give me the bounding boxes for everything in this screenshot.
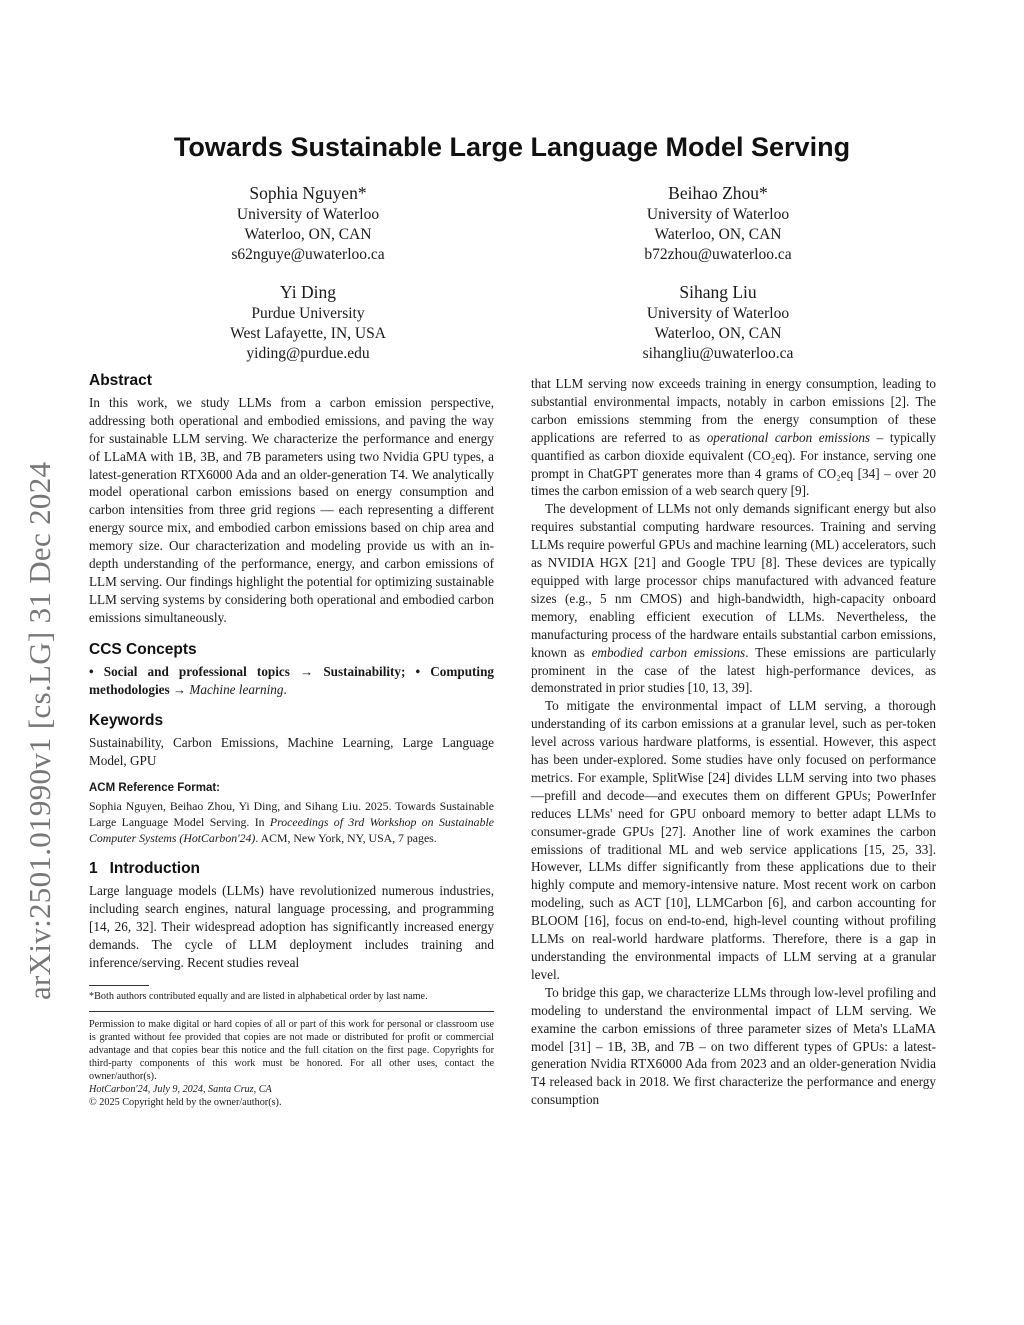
ccs-heading: CCS Concepts	[89, 640, 197, 658]
intro-paragraph: To mitigate the environmental impact of LLM serving, a thorough understanding of its carbon emissions at a granular level, such as per-token level across various hardware platforms, is essential. However, this aspect has been under-explored. Some studies have only focused on performance metrics. For example, SplitWise [24] divides LLM serving into two phases—prefill and decode—and executes them on different GPUs; PowerInfer reduces LLMs' need for GPU onboard memory to better adapt LLMs to consumer-grade GPUs [27]. Another line of work examines the carbon emissions of traditional ML and web service applications [15, 25, 33]. However, LLMs differ significantly from these applications due to their highly compute and memory-intensive nature. Most recent work on carbon modeling, such as ACT [10], LLMCarbon [6], and carbon accounting for BLOOM [16], focus on end-to-end, high-level counting without profiling LLMs on real-world hardware platforms. Therefore, there is a gap in understanding the environmental impacts of LLM serving at a granular level.	[531, 698, 936, 982]
abstract-text: In this work, we study LLMs from a carbon emission perspective, addressing both operational and embodied emissions, and paving the way for sustainable LLM serving. We characterize the performance and energy of LLaMA with 1B, 3B, and 7B parameters using two Nvidia GPU types, a latest-generation RTX6000 Ada and an older-generation T4. We analytically model operational carbon emissions based on energy consumption and carbon intensities from three grid regions — each representing a different energy source mix, and embodied carbon emissions based on chip area and memory size. Our characterization and modeling provide us with an in-depth understanding of the performance, energy, and carbon emissions of LLM serving. Our findings highlight the potential for optimizing sustainable LLM serving systems by considering both operational and embodied carbon emissions simultaneously.	[89, 394, 494, 625]
author-block	[568, 181, 868, 265]
paper-title: Towards Sustainable Large Language Model Serving	[173, 132, 851, 162]
venue-line: HotCarbon'24, July 9, 2024, Santa Cruz, CA	[89, 1084, 272, 1096]
author-block	[568, 280, 868, 364]
author-name: Beihao Zhou*	[668, 183, 768, 203]
author-block	[158, 181, 458, 265]
author-location: Waterloo, ON, CAN	[654, 325, 782, 342]
section-heading-introduction: 1 Introduction	[89, 860, 201, 878]
ccs-concepts: • Social and professional topics → Sustainability; • Computing methodologies → Machine learning.	[89, 663, 495, 697]
author-email: b72zhou@uwaterloo.ca	[644, 246, 792, 263]
permission-block	[89, 1011, 494, 1109]
acm-reference-text: Sophia Nguyen, Beihao Zhou, Yi Ding, and Sihang Liu. 2025. Towards Sustainable Large Language Model Serving. In Proceedings of 3rd Workshop on Sustainable Computer Systems (HotCarbon'24). ACM, New York, NY, USA, 7 pages.	[89, 799, 494, 846]
author-email: s62nguye@uwaterloo.ca	[231, 246, 385, 263]
author-block	[158, 280, 458, 364]
author-email: sihangliu@uwaterloo.ca	[642, 345, 794, 362]
author-email: yiding@purdue.edu	[246, 345, 370, 362]
footnote-rule	[89, 985, 149, 986]
intro-paragraph: The development of LLMs not only demands significant energy but also requires substantial computing hardware resources. Training and serving LLMs require powerful GPUs and machine learning (ML) accelerators, such as NVIDIA HGX [21] and Google TPU [8]. These devices are typically equipped with large processor chips manufactured with advanced feature sizes (e.g., 5 nm CMOS) and high-bandwidth, high-capacity onboard memory, enabling efficient execution of LLMs. Nevertheless, the manufacturing process of the hardware entails substantial carbon emissions, known as embodied carbon emissions. These emissions are particularly prominent in the case of the latest high-performance devices, as demonstrated in prior studies [10, 13, 39].	[531, 501, 937, 696]
footnote-equal-contribution: *Both authors contributed equally and are listed in alphabetical order by last name.	[89, 991, 428, 1003]
right-column	[531, 375, 936, 1109]
intro-paragraph: that LLM serving now exceeds training in energy consumption, leading to substantial environmental impacts, notably in carbon emissions [2]. The carbon emissions stemming from the energy consumption of these applications are referred to as operational carbon emissions – typically quantified as carbon dioxide equivalent (CO₂eq). For instance, serving one prompt in ChatGPT generates more than 4 grams of CO₂eq [34] – over 20 times the carbon emission of a web search query [9].	[531, 376, 936, 499]
author-affiliation: University of Waterloo	[646, 305, 790, 322]
acm-reference-label: ACM Reference Format:	[89, 782, 220, 795]
author-affiliation: University of Waterloo	[236, 206, 380, 223]
permission-text: Permission to make digital or hard copies of all or part of this work for personal or classroom use is granted without fee provided that copies are not made or distributed for profit or commercial advantage and that copies bear this notice and the full citation on the first page. Copyrights for third-party components of this work must be honored. For all other uses, contact the owner/author(s).	[89, 1019, 494, 1083]
author-name: Yi Ding	[280, 282, 336, 302]
left-column	[89, 372, 494, 1109]
author-location: West Lafayette, IN, USA	[230, 325, 386, 342]
copyright-line: © 2025 Copyright held by the owner/author(s).	[89, 1097, 282, 1109]
author-affiliation: University of Waterloo	[646, 206, 790, 223]
intro-paragraph: Large language models (LLMs) have revolutionized numerous industries, including search engines, natural language processing, and programming [14, 26, 32]. Their widespread adoption has significantly increased energy demands. The cycle of LLM deployment includes training and inference/serving. Recent studies reveal	[89, 882, 494, 970]
keywords-heading: Keywords	[89, 712, 164, 730]
author-location: Waterloo, ON, CAN	[654, 226, 782, 243]
arxiv-identifier: arXiv:2501.01990v1 [cs.LG] 31 Dec 2024	[22, 461, 57, 1000]
author-location: Waterloo, ON, CAN	[244, 226, 372, 243]
abstract-heading: Abstract	[89, 372, 152, 389]
intro-paragraph: To bridge this gap, we characterize LLMs through low-level profiling and modeling to understand the environmental impact of LLM serving. We examine the carbon emissions of three parameter sizes of Meta's LLaMA model [31] – 1B, 3B, and 7B – on two different types of GPUs: a latest-generation Nvidia RTX6000 Ada from 2023 and an older-generation Nvidia T4 released back in 2018. We first characterize the performance and energy consumption	[531, 984, 936, 1108]
author-affiliation: Purdue University	[251, 305, 365, 322]
keywords-text: Sustainability, Carbon Emissions, Machine Learning, Large Language Model, GPU	[89, 735, 494, 769]
author-name: Sihang Liu	[679, 282, 757, 302]
author-name: Sophia Nguyen*	[249, 183, 367, 203]
